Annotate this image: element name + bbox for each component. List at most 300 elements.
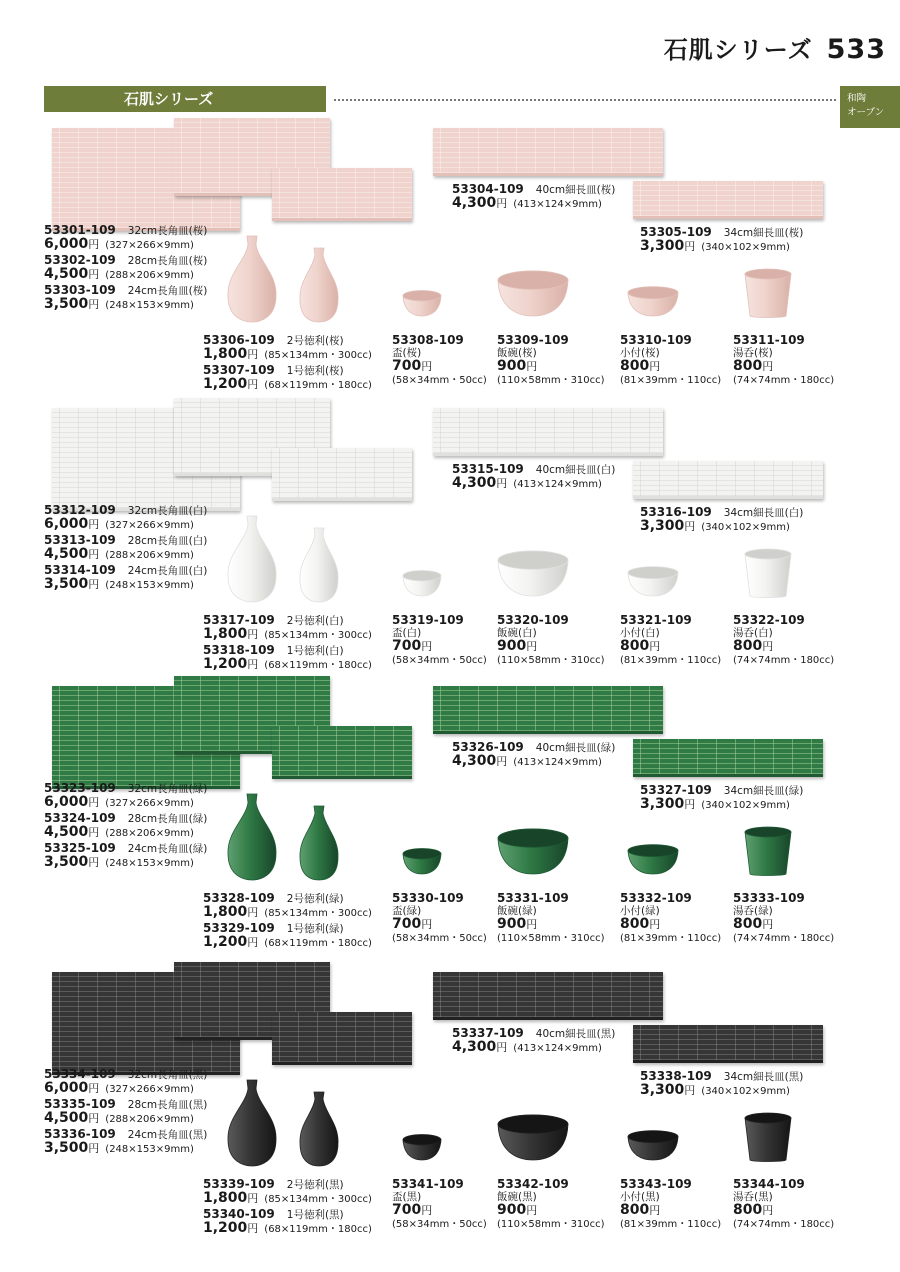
product-name: 湯呑(桜) bbox=[733, 347, 773, 359]
product-price: 800 bbox=[733, 358, 763, 374]
product-spec: (288×206×9mm) bbox=[105, 1114, 194, 1125]
product-info-tea bbox=[733, 892, 834, 945]
dotted-divider bbox=[334, 99, 836, 101]
product-code: 53335-109 bbox=[44, 1097, 116, 1111]
product-code: 53343-109 bbox=[620, 1177, 692, 1191]
price-line bbox=[44, 298, 207, 312]
product-price: 800 bbox=[620, 358, 650, 374]
price-line bbox=[44, 1112, 207, 1126]
product-code: 53334-109 bbox=[44, 1067, 116, 1081]
product-name: 飯碗(桜) bbox=[497, 347, 537, 359]
price-unit: 円 bbox=[649, 1204, 661, 1217]
product-info-cup bbox=[392, 892, 487, 945]
product-price: 700 bbox=[392, 916, 422, 932]
side-tab-line2: オーブン bbox=[847, 107, 885, 118]
product-code: 53321-109 bbox=[620, 613, 692, 627]
long-plate-34cm bbox=[633, 181, 823, 219]
product-price: 900 bbox=[497, 358, 527, 374]
product-code: 53325-109 bbox=[44, 841, 116, 855]
product-name: 24cm長角皿(桜) bbox=[127, 285, 208, 297]
product-code: 53315-109 bbox=[452, 462, 524, 476]
product-code: 53318-109 bbox=[203, 643, 275, 657]
price-unit: 円 bbox=[247, 1192, 259, 1205]
series-title: 石肌シリーズ bbox=[663, 36, 813, 64]
product-info-long40 bbox=[452, 183, 615, 211]
price-line bbox=[640, 798, 803, 812]
price-line bbox=[733, 918, 834, 932]
product-code: 53308-109 bbox=[392, 333, 464, 347]
side-tab-line1: 和陶 bbox=[847, 93, 867, 104]
product-spec: (74×74mm・180cc) bbox=[733, 1219, 835, 1230]
tokkuri-1go bbox=[298, 246, 340, 322]
product-info-plate24 bbox=[44, 564, 207, 592]
product-name: 飯碗(黒) bbox=[497, 1191, 537, 1203]
product-info-tok2 bbox=[203, 892, 372, 920]
product-name: 飯碗(緑) bbox=[497, 905, 537, 917]
product-info-tea bbox=[733, 334, 834, 387]
price-unit: 円 bbox=[496, 197, 508, 210]
price-line bbox=[452, 755, 615, 769]
price-line bbox=[620, 360, 721, 374]
product-price: 1,200 bbox=[203, 934, 248, 950]
product-name: 34cm細長皿(桜) bbox=[723, 227, 804, 239]
product-spec: (74×74mm・180cc) bbox=[733, 375, 835, 386]
sake-cup bbox=[402, 1134, 442, 1160]
product-name: 盃(黒) bbox=[392, 1191, 422, 1203]
product-info-tok1 bbox=[203, 922, 372, 950]
product-name: 小付(黒) bbox=[620, 1191, 660, 1203]
product-code: 53305-109 bbox=[640, 225, 712, 239]
product-price: 3,500 bbox=[44, 296, 89, 312]
price-line bbox=[203, 1192, 372, 1206]
price-line bbox=[497, 360, 605, 374]
product-spec: (288×206×9mm) bbox=[105, 270, 194, 281]
long-plate-40cm bbox=[433, 128, 663, 176]
price-unit: 円 bbox=[247, 348, 259, 361]
product-price: 1,200 bbox=[203, 1220, 248, 1236]
price-unit: 円 bbox=[247, 936, 259, 949]
product-code: 53338-109 bbox=[640, 1069, 712, 1083]
teacup bbox=[744, 826, 792, 876]
price-unit: 円 bbox=[684, 240, 696, 253]
product-spec: (58×34mm・50cc) bbox=[392, 655, 487, 666]
product-code: 53307-109 bbox=[203, 363, 275, 377]
product-name: 24cm長角皿(白) bbox=[127, 565, 208, 577]
product-code: 53314-109 bbox=[44, 563, 116, 577]
product-code: 53311-109 bbox=[733, 333, 805, 347]
price-line bbox=[452, 197, 615, 211]
product-price: 700 bbox=[392, 638, 422, 654]
product-code: 53310-109 bbox=[620, 333, 692, 347]
product-code: 53333-109 bbox=[733, 891, 805, 905]
price-line bbox=[44, 856, 207, 870]
product-spec: (413×124×9mm) bbox=[513, 479, 602, 490]
product-spec: (74×74mm・180cc) bbox=[733, 655, 835, 666]
product-spec: (58×34mm・50cc) bbox=[392, 1219, 487, 1230]
product-name: 盃(白) bbox=[392, 627, 422, 639]
product-name: 32cm長角皿(緑) bbox=[127, 783, 208, 795]
product-info-tea bbox=[733, 1178, 834, 1231]
product-name: 40cm細長皿(白) bbox=[535, 464, 616, 476]
product-price: 3,500 bbox=[44, 854, 89, 870]
price-unit: 円 bbox=[421, 1204, 433, 1217]
product-name: 盃(桜) bbox=[392, 347, 422, 359]
product-spec: (85×134mm・300cc) bbox=[264, 630, 372, 641]
product-info-bowl bbox=[497, 892, 605, 945]
price-line bbox=[392, 640, 487, 654]
product-name: 28cm長角皿(白) bbox=[127, 535, 208, 547]
product-price: 900 bbox=[497, 638, 527, 654]
product-price: 4,500 bbox=[44, 824, 89, 840]
small-bowl bbox=[627, 1130, 679, 1160]
price-line bbox=[203, 906, 372, 920]
product-info-small bbox=[620, 1178, 721, 1231]
price-line bbox=[452, 477, 615, 491]
product-name: 1号徳利(白) bbox=[286, 645, 344, 657]
product-info-plate28 bbox=[44, 534, 207, 562]
product-price: 4,300 bbox=[452, 1039, 497, 1055]
product-info-tok2 bbox=[203, 1178, 372, 1206]
product-info-long40 bbox=[452, 1027, 615, 1055]
price-line bbox=[203, 936, 372, 950]
product-code: 53324-109 bbox=[44, 811, 116, 825]
product-name: 湯呑(白) bbox=[733, 627, 773, 639]
price-unit: 円 bbox=[684, 1084, 696, 1097]
price-unit: 円 bbox=[526, 1204, 538, 1217]
product-price: 6,000 bbox=[44, 794, 89, 810]
price-line bbox=[620, 1204, 721, 1218]
price-line bbox=[203, 348, 372, 362]
product-spec: (74×74mm・180cc) bbox=[733, 933, 835, 944]
product-code: 53344-109 bbox=[733, 1177, 805, 1191]
product-price: 3,300 bbox=[640, 518, 685, 534]
product-name: 40cm細長皿(桜) bbox=[535, 184, 616, 196]
page-title bbox=[664, 30, 886, 65]
tokkuri-2go bbox=[226, 1078, 278, 1166]
rice-bowl bbox=[497, 550, 569, 596]
price-unit: 円 bbox=[88, 298, 100, 311]
price-line bbox=[44, 826, 207, 840]
product-name: 2号徳利(桜) bbox=[286, 335, 344, 347]
product-spec: (110×58mm・310cc) bbox=[497, 933, 605, 944]
product-code: 53327-109 bbox=[640, 783, 712, 797]
product-info-tok1 bbox=[203, 1208, 372, 1236]
product-code: 53342-109 bbox=[497, 1177, 569, 1191]
price-unit: 円 bbox=[88, 268, 100, 281]
price-unit: 円 bbox=[247, 658, 259, 671]
product-info-long34 bbox=[640, 226, 803, 254]
plate-24cm bbox=[272, 448, 412, 501]
price-unit: 円 bbox=[526, 360, 538, 373]
product-code: 53331-109 bbox=[497, 891, 569, 905]
product-spec: (68×119mm・180cc) bbox=[264, 660, 372, 671]
product-code: 53339-109 bbox=[203, 1177, 275, 1191]
product-price: 1,800 bbox=[203, 346, 248, 362]
price-line bbox=[44, 238, 207, 252]
product-name: 28cm長角皿(桜) bbox=[127, 255, 208, 267]
price-unit: 円 bbox=[684, 798, 696, 811]
price-unit: 円 bbox=[421, 360, 433, 373]
product-code: 53317-109 bbox=[203, 613, 275, 627]
product-info-long34 bbox=[640, 784, 803, 812]
product-price: 3,300 bbox=[640, 796, 685, 812]
product-name: 32cm長角皿(白) bbox=[127, 505, 208, 517]
price-unit: 円 bbox=[88, 1142, 100, 1155]
product-name: 28cm長角皿(黒) bbox=[127, 1099, 208, 1111]
product-code: 53329-109 bbox=[203, 921, 275, 935]
product-info-plate32 bbox=[44, 224, 207, 252]
product-info-tea bbox=[733, 614, 834, 667]
price-line bbox=[44, 578, 207, 592]
product-name: 40cm細長皿(緑) bbox=[535, 742, 616, 754]
price-unit: 円 bbox=[421, 640, 433, 653]
product-price: 4,300 bbox=[452, 195, 497, 211]
price-line bbox=[44, 1142, 207, 1156]
small-bowl bbox=[627, 844, 679, 874]
long-plate-34cm bbox=[633, 461, 823, 499]
price-unit: 円 bbox=[496, 755, 508, 768]
product-price: 700 bbox=[392, 358, 422, 374]
product-spec: (248×153×9mm) bbox=[105, 580, 194, 591]
product-price: 800 bbox=[620, 638, 650, 654]
product-info-plate24 bbox=[44, 842, 207, 870]
product-price: 800 bbox=[620, 916, 650, 932]
product-code: 53326-109 bbox=[452, 740, 524, 754]
product-spec: (68×119mm・180cc) bbox=[264, 938, 372, 949]
product-name: 2号徳利(白) bbox=[286, 615, 344, 627]
price-unit: 円 bbox=[88, 1112, 100, 1125]
price-unit: 円 bbox=[526, 918, 538, 931]
product-spec: (68×119mm・180cc) bbox=[264, 380, 372, 391]
long-plate-40cm bbox=[433, 972, 663, 1020]
price-unit: 円 bbox=[88, 796, 100, 809]
product-info-plate24 bbox=[44, 284, 207, 312]
product-info-bowl bbox=[497, 614, 605, 667]
price-unit: 円 bbox=[88, 1082, 100, 1095]
price-unit: 円 bbox=[88, 238, 100, 251]
product-spec: (413×124×9mm) bbox=[513, 1043, 602, 1054]
product-name: 32cm長角皿(桜) bbox=[127, 225, 208, 237]
product-spec: (81×39mm・110cc) bbox=[620, 933, 722, 944]
product-code: 53320-109 bbox=[497, 613, 569, 627]
product-price: 4,500 bbox=[44, 546, 89, 562]
price-unit: 円 bbox=[526, 640, 538, 653]
price-line bbox=[44, 268, 207, 282]
product-spec: (85×134mm・300cc) bbox=[264, 350, 372, 361]
product-info-plate28 bbox=[44, 254, 207, 282]
product-name: 34cm細長皿(黒) bbox=[723, 1071, 804, 1083]
product-name: 小付(緑) bbox=[620, 905, 660, 917]
product-info-plate32 bbox=[44, 1068, 207, 1096]
product-spec: (340×102×9mm) bbox=[701, 800, 790, 811]
product-price: 800 bbox=[733, 638, 763, 654]
product-name: 24cm長角皿(黒) bbox=[127, 1129, 208, 1141]
price-line bbox=[452, 1041, 615, 1055]
product-code: 53340-109 bbox=[203, 1207, 275, 1221]
product-info-long40 bbox=[452, 463, 615, 491]
product-price: 700 bbox=[392, 1202, 422, 1218]
price-unit: 円 bbox=[247, 906, 259, 919]
product-code: 53304-109 bbox=[452, 182, 524, 196]
long-plate-34cm bbox=[633, 1025, 823, 1063]
product-info-plate28 bbox=[44, 1098, 207, 1126]
price-unit: 円 bbox=[684, 520, 696, 533]
plate-24cm bbox=[272, 1012, 412, 1065]
product-spec: (327×266×9mm) bbox=[105, 798, 194, 809]
product-code: 53332-109 bbox=[620, 891, 692, 905]
product-name: 1号徳利(黒) bbox=[286, 1209, 344, 1221]
product-spec: (85×134mm・300cc) bbox=[264, 1194, 372, 1205]
product-code: 53336-109 bbox=[44, 1127, 116, 1141]
tokkuri-1go bbox=[298, 1090, 340, 1166]
price-line bbox=[620, 918, 721, 932]
price-unit: 円 bbox=[421, 918, 433, 931]
long-plate-34cm bbox=[633, 739, 823, 777]
product-spec: (81×39mm・110cc) bbox=[620, 1219, 722, 1230]
price-unit: 円 bbox=[762, 918, 774, 931]
product-name: 湯呑(緑) bbox=[733, 905, 773, 917]
product-spec: (85×134mm・300cc) bbox=[264, 908, 372, 919]
product-price: 6,000 bbox=[44, 516, 89, 532]
plate-24cm bbox=[272, 168, 412, 221]
price-line bbox=[44, 548, 207, 562]
price-line bbox=[733, 360, 834, 374]
rice-bowl bbox=[497, 270, 569, 316]
product-price: 6,000 bbox=[44, 1080, 89, 1096]
price-line bbox=[203, 628, 372, 642]
product-code: 53319-109 bbox=[392, 613, 464, 627]
small-bowl bbox=[627, 566, 679, 596]
product-spec: (327×266×9mm) bbox=[105, 240, 194, 251]
product-spec: (248×153×9mm) bbox=[105, 1144, 194, 1155]
product-price: 800 bbox=[620, 1202, 650, 1218]
price-line bbox=[203, 1222, 372, 1236]
product-price: 1,200 bbox=[203, 656, 248, 672]
product-spec: (68×119mm・180cc) bbox=[264, 1224, 372, 1235]
price-unit: 円 bbox=[247, 378, 259, 391]
product-price: 1,200 bbox=[203, 376, 248, 392]
product-code: 53316-109 bbox=[640, 505, 712, 519]
product-spec: (340×102×9mm) bbox=[701, 522, 790, 533]
product-info-cup bbox=[392, 614, 487, 667]
product-info-plate32 bbox=[44, 782, 207, 810]
product-info-plate24 bbox=[44, 1128, 207, 1156]
price-line bbox=[392, 1204, 487, 1218]
price-line bbox=[203, 658, 372, 672]
price-line bbox=[44, 1082, 207, 1096]
product-spec: (288×206×9mm) bbox=[105, 828, 194, 839]
price-unit: 円 bbox=[762, 1204, 774, 1217]
price-unit: 円 bbox=[649, 360, 661, 373]
price-line bbox=[640, 1084, 803, 1098]
product-info-bowl bbox=[497, 334, 605, 387]
series-banner: 石肌シリーズ bbox=[44, 86, 326, 112]
product-code: 53322-109 bbox=[733, 613, 805, 627]
product-code: 53313-109 bbox=[44, 533, 116, 547]
product-spec: (110×58mm・310cc) bbox=[497, 655, 605, 666]
price-unit: 円 bbox=[88, 578, 100, 591]
teacup bbox=[744, 1112, 792, 1162]
product-name: 1号徳利(桜) bbox=[286, 365, 344, 377]
page-number: 533 bbox=[826, 34, 886, 65]
product-info-long34 bbox=[640, 506, 803, 534]
product-name: 盃(緑) bbox=[392, 905, 422, 917]
product-info-cup bbox=[392, 1178, 487, 1231]
product-name: 24cm長角皿(緑) bbox=[127, 843, 208, 855]
product-name: 34cm細長皿(緑) bbox=[723, 785, 804, 797]
product-code: 53306-109 bbox=[203, 333, 275, 347]
sake-cup bbox=[402, 290, 442, 316]
product-code: 53337-109 bbox=[452, 1026, 524, 1040]
product-price: 4,500 bbox=[44, 1110, 89, 1126]
product-price: 1,800 bbox=[203, 904, 248, 920]
product-spec: (413×124×9mm) bbox=[513, 199, 602, 210]
product-code: 53328-109 bbox=[203, 891, 275, 905]
product-code: 53323-109 bbox=[44, 781, 116, 795]
product-name: 32cm長角皿(黒) bbox=[127, 1069, 208, 1081]
product-code: 53312-109 bbox=[44, 503, 116, 517]
rice-bowl bbox=[497, 1114, 569, 1160]
price-unit: 円 bbox=[88, 826, 100, 839]
product-info-small bbox=[620, 614, 721, 667]
product-spec: (340×102×9mm) bbox=[701, 242, 790, 253]
product-code: 53302-109 bbox=[44, 253, 116, 267]
product-price: 1,800 bbox=[203, 1190, 248, 1206]
price-line bbox=[497, 1204, 605, 1218]
product-spec: (288×206×9mm) bbox=[105, 550, 194, 561]
price-line bbox=[44, 518, 207, 532]
product-name: 小付(白) bbox=[620, 627, 660, 639]
product-price: 4,300 bbox=[452, 753, 497, 769]
product-price: 900 bbox=[497, 1202, 527, 1218]
product-info-bowl bbox=[497, 1178, 605, 1231]
price-unit: 円 bbox=[649, 918, 661, 931]
product-price: 800 bbox=[733, 1202, 763, 1218]
price-unit: 円 bbox=[88, 856, 100, 869]
long-plate-40cm bbox=[433, 408, 663, 456]
product-info-tok1 bbox=[203, 364, 372, 392]
product-info-cup bbox=[392, 334, 487, 387]
product-info-small bbox=[620, 334, 721, 387]
product-spec: (248×153×9mm) bbox=[105, 300, 194, 311]
product-spec: (81×39mm・110cc) bbox=[620, 375, 722, 386]
price-unit: 円 bbox=[88, 548, 100, 561]
price-line bbox=[620, 640, 721, 654]
product-info-tok2 bbox=[203, 614, 372, 642]
product-info-plate32 bbox=[44, 504, 207, 532]
product-name: 28cm長角皿(緑) bbox=[127, 813, 208, 825]
product-price: 900 bbox=[497, 916, 527, 932]
product-code: 53330-109 bbox=[392, 891, 464, 905]
product-spec: (58×34mm・50cc) bbox=[392, 375, 487, 386]
price-unit: 円 bbox=[247, 1222, 259, 1235]
product-price: 1,800 bbox=[203, 626, 248, 642]
product-price: 3,500 bbox=[44, 576, 89, 592]
price-line bbox=[203, 378, 372, 392]
price-line bbox=[44, 796, 207, 810]
product-price: 3,300 bbox=[640, 1082, 685, 1098]
product-info-tok1 bbox=[203, 644, 372, 672]
price-line bbox=[640, 240, 803, 254]
product-price: 3,300 bbox=[640, 238, 685, 254]
product-name: 湯呑(黒) bbox=[733, 1191, 773, 1203]
price-line bbox=[733, 1204, 834, 1218]
product-spec: (340×102×9mm) bbox=[701, 1086, 790, 1097]
product-name: 34cm細長皿(白) bbox=[723, 507, 804, 519]
product-info-plate28 bbox=[44, 812, 207, 840]
product-code: 53309-109 bbox=[497, 333, 569, 347]
product-spec: (110×58mm・310cc) bbox=[497, 1219, 605, 1230]
